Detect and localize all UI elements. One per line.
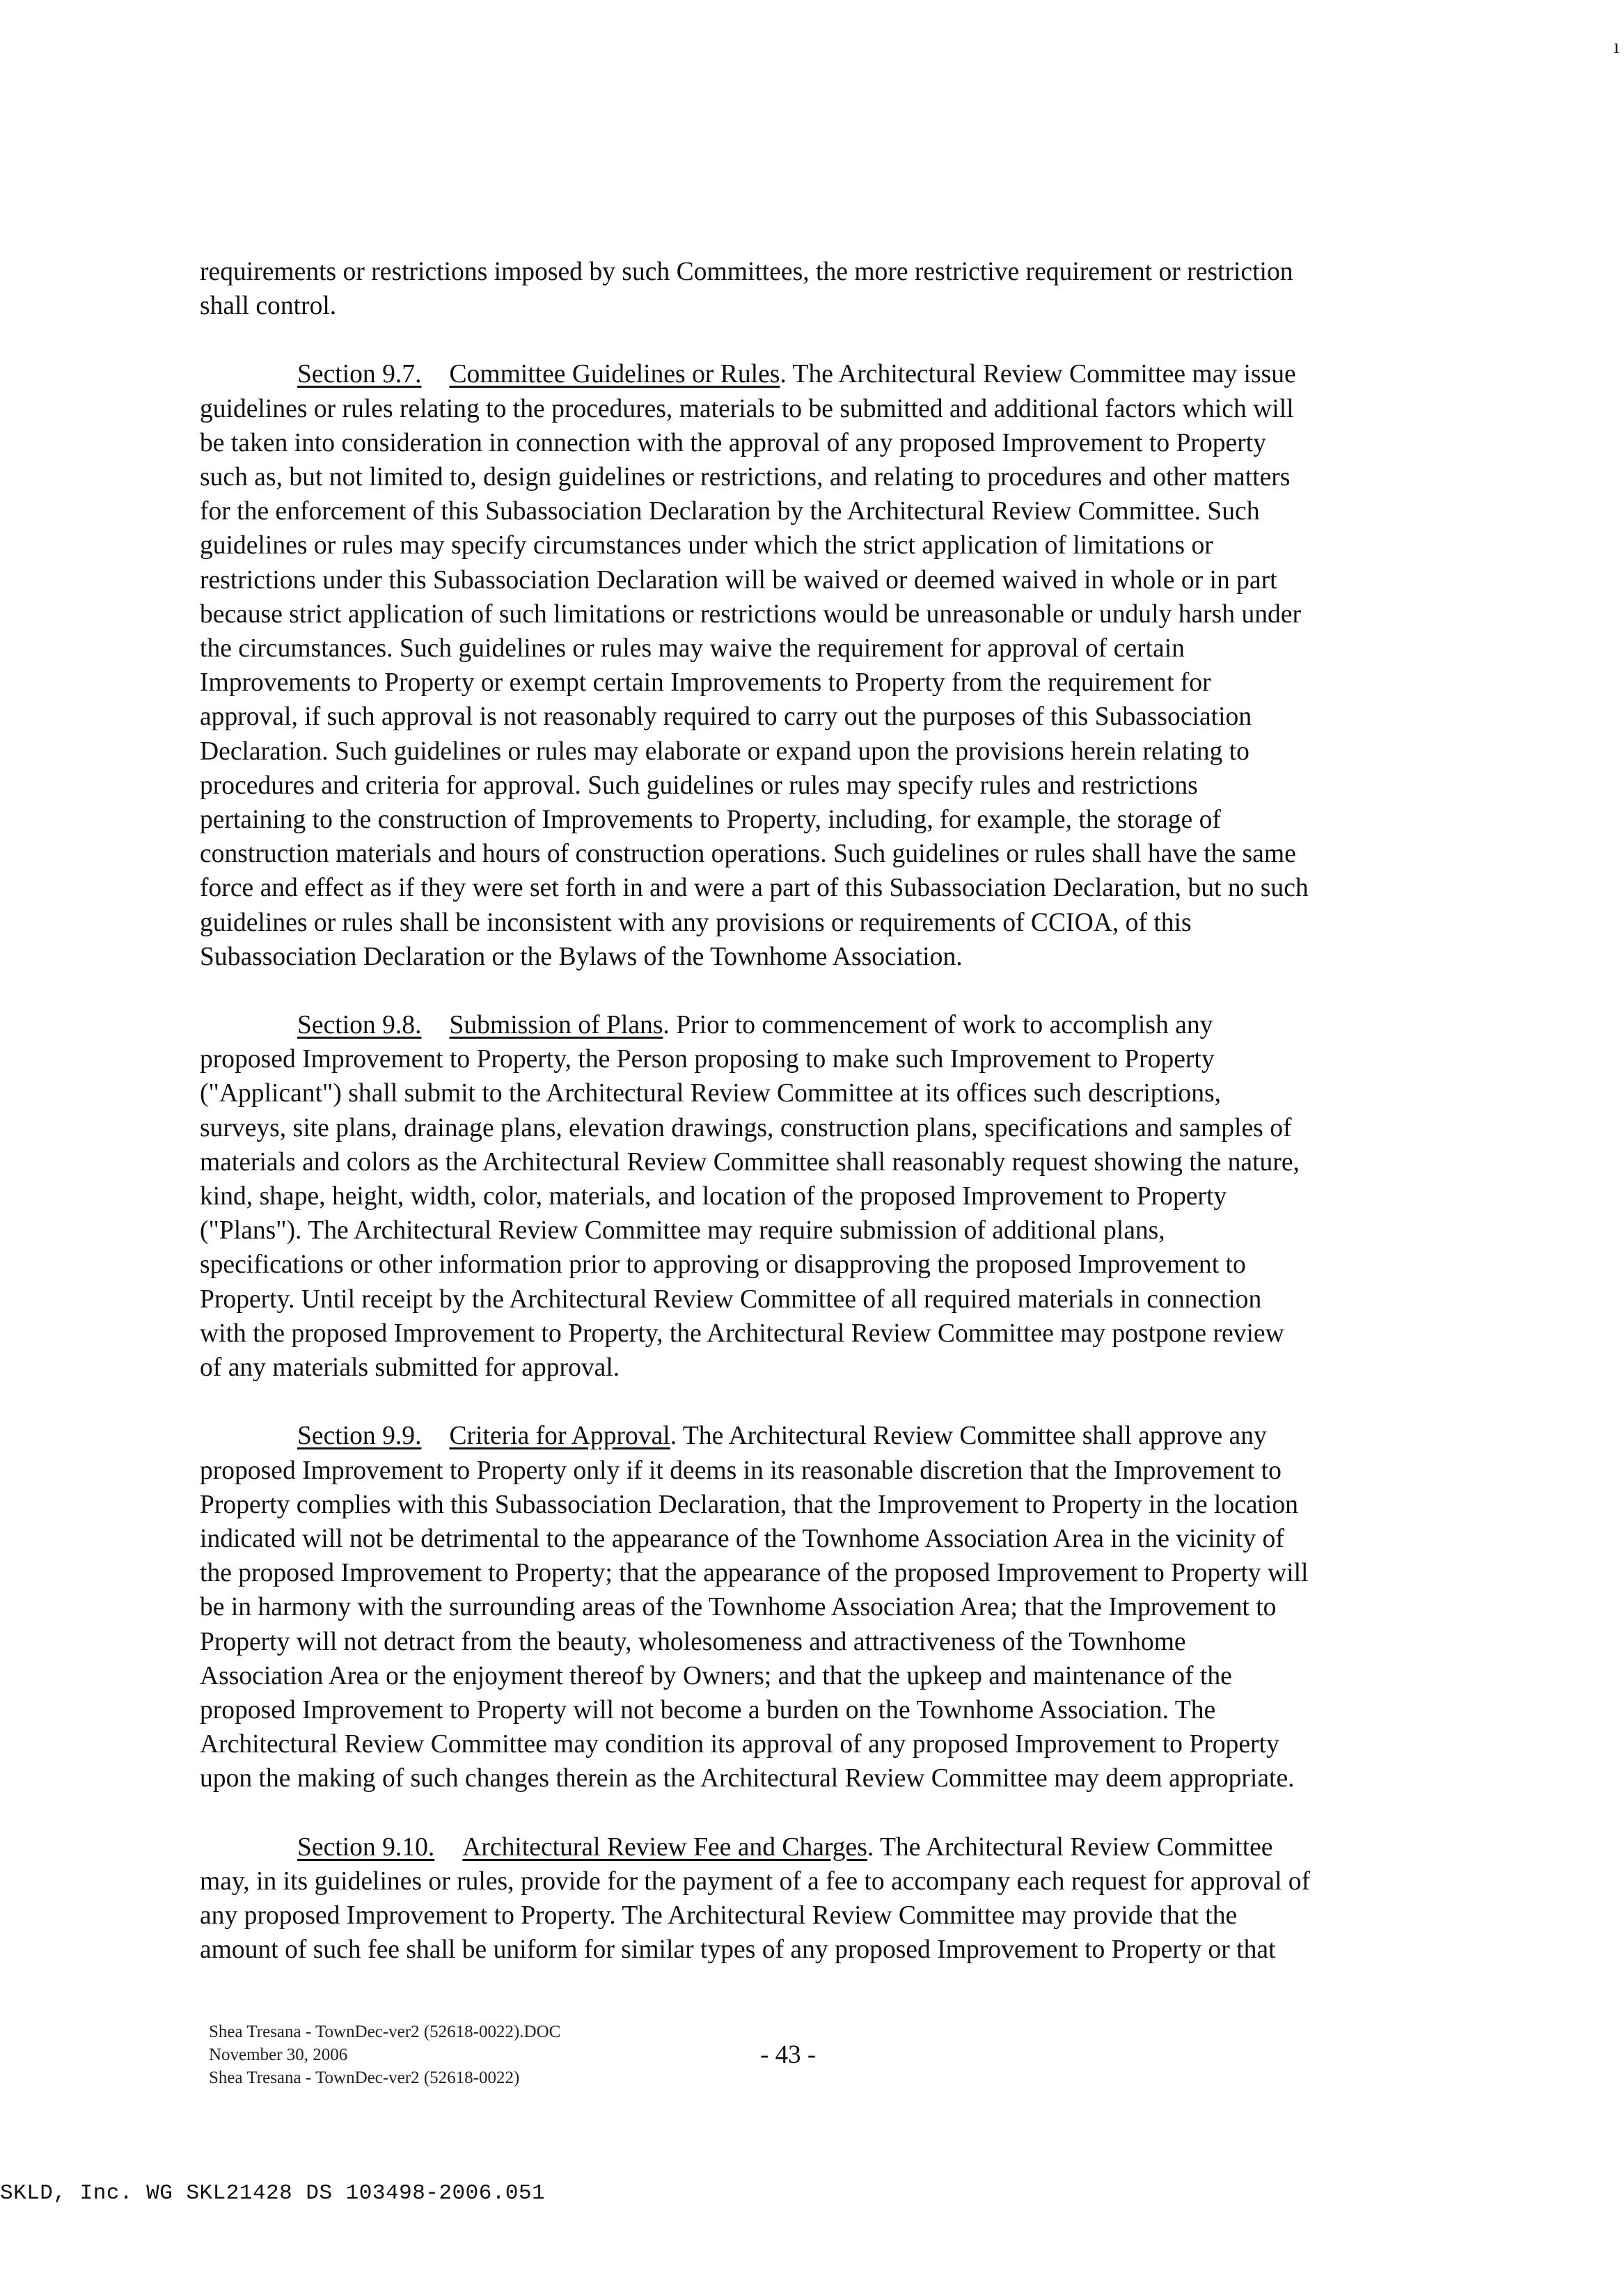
paragraph-line: ("Applicant") shall submit to the Architectural Review Committee at its offices such descriptions, <box>200 1079 1222 1108</box>
paragraph-line: may, in its guidelines or rules, provide for the payment of a fee to accompany each request for approval of <box>200 1866 1311 1896</box>
section-heading-line <box>200 1008 1463 1042</box>
paragraph-line: guidelines or rules may specify circumstances under which the strict application of limitations or <box>200 531 1213 560</box>
section-heading-line <box>200 357 1463 391</box>
paragraph-line: shall control. <box>200 292 337 321</box>
paragraph-line: Association Area or the enjoyment thereof by Owners; and that the upkeep and maintenance of the <box>200 1661 1232 1690</box>
paragraph-line: Property. Until receipt by the Architectural Review Committee of all required materials in connection <box>200 1284 1262 1314</box>
filing-stamp: SKLD, Inc. WG SKL21428 DS 103498-2006.051 <box>0 2181 546 2206</box>
paragraph-line: Subassociation Declaration or the Bylaws of the Townhome Association. <box>200 942 963 971</box>
paragraph-line: ("Plans"). The Architectural Review Committee may require submission of additional plans, <box>200 1216 1165 1245</box>
paragraph-line: proposed Improvement to Property only if it deems in its reasonable discretion that the Improvement to <box>200 1456 1282 1485</box>
paragraph-line: materials and colors as the Architectural Review Committee shall reasonably request showing the nature, <box>200 1147 1300 1177</box>
paragraph-line: approval, if such approval is not reasonably required to carry out the purposes of this Subassociation <box>200 702 1252 732</box>
section-lead-text: . The Architectural Review Committee shall approve any <box>670 1422 1267 1451</box>
paragraph-line: amount of such fee shall be uniform for similar types of any proposed Improvement to Property or that <box>200 1935 1276 1965</box>
paragraph-line: Architectural Review Committee may condition its approval of any proposed Improvement to Property <box>200 1730 1279 1759</box>
section-9-10 <box>200 1830 1463 1967</box>
footer-meta-line: November 30, 2006 <box>209 2045 348 2064</box>
paragraph-line: proposed Improvement to Property, the Person proposing to make such Improvement to Property <box>200 1045 1215 1074</box>
paragraph-line: surveys, site plans, drainage plans, elevation drawings, construction plans, specifications and samples of <box>200 1113 1292 1142</box>
paragraph-line: upon the making of such changes therein as the Architectural Review Committee may deem appropriate. <box>200 1764 1295 1793</box>
page-number: - 43 - <box>760 2041 817 2069</box>
paragraph-line: restrictions under this Subassociation Declaration will be waived or deemed waived in whole or in part <box>200 565 1277 595</box>
section-title: Submission of Plans <box>449 1011 663 1040</box>
paragraph-line: indicated will not be detrimental to the appearance of the Townhome Association Area in the vicinity of <box>200 1524 1284 1553</box>
section-heading-line <box>200 1830 1463 1864</box>
section-9-9 <box>200 1419 1463 1795</box>
paragraph-line: be in harmony with the surrounding areas of the Townhome Association Area; that the Improvement to <box>200 1593 1277 1622</box>
section-number: Section 9.10. <box>297 1832 435 1862</box>
paragraph-line: requirements or restrictions imposed by such Committees, the more restrictive requirement or restriction <box>200 258 1293 286</box>
paragraph-line: any proposed Improvement to Property. The Architectural Review Committee may provide that the <box>200 1901 1238 1930</box>
paragraph-line: for the enforcement of this Subassociation Declaration by the Architectural Review Committee. Such <box>200 497 1260 526</box>
paragraph-line: force and effect as if they were set forth in and were a part of this Subassociation Declaration, but no such <box>200 874 1309 903</box>
paragraph-line: procedures and criteria for approval. Such guidelines or rules may specify rules and restrictions <box>200 771 1198 800</box>
section-lead-text: . The Architectural Review Committee may issue <box>780 360 1296 389</box>
paragraph-line: pertaining to the construction of Improvements to Property, including, for example, the storage of <box>200 805 1221 835</box>
paragraph-line: of any materials submitted for approval. <box>200 1353 620 1383</box>
paragraph-line: proposed Improvement to Property will not become a burden on the Townhome Association. The <box>200 1695 1216 1724</box>
paragraph-line: kind, shape, height, width, color, materials, and location of the proposed Improvement to Property <box>200 1182 1227 1211</box>
paragraph-line: Property complies with this Subassociation Declaration, that the Improvement to Property in the location <box>200 1490 1298 1519</box>
paragraph-line: with the proposed Improvement to Property, the Architectural Review Committee may postpone review <box>200 1319 1284 1348</box>
section-9-8 <box>200 1008 1463 1385</box>
section-9-7 <box>200 357 1463 974</box>
section-number: Section 9.7. <box>297 360 422 389</box>
paragraph-line: guidelines or rules shall be inconsistent with any provisions or requirements of CCIOA, of this <box>200 908 1192 937</box>
section-number: Section 9.8. <box>297 1011 422 1040</box>
paragraph-line: because strict application of such limitations or restrictions would be unreasonable or unduly harsh under <box>200 599 1302 629</box>
section-heading-line <box>200 1419 1463 1453</box>
document-body <box>200 255 1463 2001</box>
paragraph-line: such as, but not limited to, design guidelines or restrictions, and relating to procedures and other matters <box>200 463 1291 492</box>
section-title: Criteria for Approval <box>449 1422 670 1451</box>
section-number: Section 9.9. <box>297 1422 422 1451</box>
paragraph-line: Property will not detract from the beauty, wholesomeness and attractiveness of the Townhome <box>200 1627 1186 1656</box>
paragraph-line: Improvements to Property or exempt certain Improvements to Property from the requirement for <box>200 668 1211 698</box>
section-title: Architectural Review Fee and Charges <box>462 1832 867 1862</box>
footer-document-info <box>209 2020 560 2089</box>
footer-meta-line: Shea Tresana - TownDec-ver2 (52618-0022) <box>209 2068 520 2087</box>
paragraph-line: Declaration. Such guidelines or rules may elaborate or expand upon the provisions herein relating to <box>200 737 1249 766</box>
section-lead-text: . Prior to commencement of work to accomplish any <box>663 1011 1213 1040</box>
section-lead-text: . The Architectural Review Committee <box>867 1832 1273 1862</box>
paragraph-line: guidelines or rules relating to the procedures, materials to be submitted and additional factors which will <box>200 394 1294 423</box>
corner-mark: ı <box>1614 35 1620 58</box>
footer-meta-line: Shea Tresana - TownDec-ver2 (52618-0022).DOC <box>209 2022 561 2041</box>
section-title: Committee Guidelines or Rules <box>449 360 780 389</box>
paragraph-line: be taken into consideration in connection with the approval of any proposed Improvement to Property <box>200 428 1266 457</box>
paragraph-line: the proposed Improvement to Property; that the appearance of the proposed Improvement to Property will <box>200 1559 1309 1588</box>
continuation-paragraph <box>200 255 1463 323</box>
paragraph-line: specifications or other information prior to approving or disapproving the proposed Improvement to <box>200 1250 1246 1280</box>
paragraph-line: the circumstances. Such guidelines or rules may waive the requirement for approval of certain <box>200 634 1185 663</box>
paragraph-line: construction materials and hours of construction operations. Such guidelines or rules shall have the same <box>200 840 1296 869</box>
